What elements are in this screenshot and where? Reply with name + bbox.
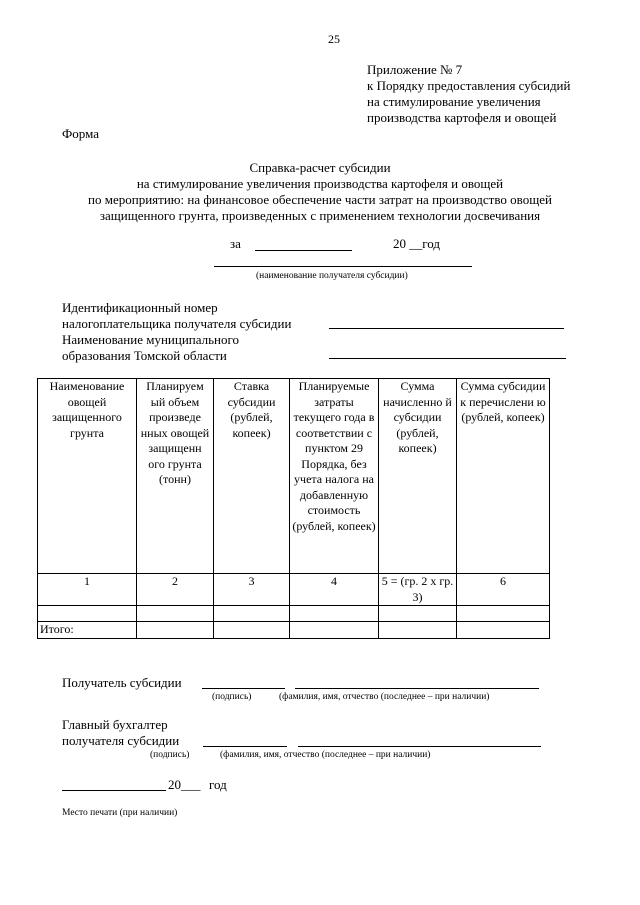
accountant-label-line: получателя субсидии: [62, 733, 180, 748]
date-year-prefix: 20___: [168, 777, 201, 792]
table-cell[interactable]: [137, 622, 214, 639]
subsidy-table: [37, 378, 550, 639]
appendix-line: Приложение № 7: [367, 62, 463, 77]
accountant-label-line: Главный бухгалтер: [62, 717, 168, 732]
inn-input-line[interactable]: [329, 328, 564, 329]
date-blank[interactable]: [62, 790, 166, 791]
inn-label-line: Идентификационный номер: [62, 300, 218, 315]
recipient-name-line[interactable]: [214, 266, 472, 267]
table-cell[interactable]: [457, 606, 550, 622]
municipality-input-line[interactable]: [329, 358, 566, 359]
table-header: Ставка субсидии (рублей, копеек): [214, 379, 290, 574]
title-line: Справка-расчет субсидии: [249, 160, 391, 175]
table-header: Сумма начисленно й субсидии (рублей, копеек): [379, 379, 457, 574]
title-line: на стимулирование увеличения производства картофеля и овощей: [136, 176, 504, 191]
column-number: 1: [38, 574, 137, 606]
accountant-label: [62, 717, 179, 749]
table-cell[interactable]: [137, 606, 214, 622]
column-number: 6: [457, 574, 550, 606]
recipient-name-line[interactable]: [295, 688, 539, 689]
municipality-label-line: Наименование муниципального: [62, 332, 240, 347]
document-title: [40, 160, 600, 224]
municipality-label-line: образования Томской области: [62, 348, 227, 363]
recipient-signature-label: Получатель субсидии: [62, 675, 182, 690]
title-line: защищенного грунта, произведенных с применением технологии досвечивания: [99, 208, 541, 223]
recipient-signature-line[interactable]: [202, 688, 285, 689]
table-cell[interactable]: [290, 606, 379, 622]
title-line: по мероприятию: на финансовое обеспечение части затрат на производство овощей: [88, 192, 552, 207]
appendix-line: к Порядку предоставления субсидий: [367, 78, 571, 93]
period-prefix: за: [230, 236, 241, 251]
name-caption: (фамилия, имя, отчество (последнее – при наличии): [220, 750, 431, 760]
inn-label-line: налогоплательщика получателя субсидии: [62, 316, 292, 331]
municipality-label: [62, 332, 239, 364]
appendix-block: [367, 62, 570, 126]
column-number: 3: [214, 574, 290, 606]
column-number: 2: [137, 574, 214, 606]
inn-label: [62, 300, 291, 332]
table-number-row: [38, 574, 550, 606]
name-caption: (фамилия, имя, отчество (последнее – при наличии): [279, 692, 490, 702]
appendix-line: на стимулирование увеличения: [367, 94, 541, 109]
total-label: Итого:: [38, 622, 137, 639]
accountant-signature-line[interactable]: [203, 746, 287, 747]
table-header: Сумма субсидии к перечислени ю (рублей, копеек): [457, 379, 550, 574]
recipient-caption: (наименование получателя субсидии): [256, 271, 408, 281]
seal-note: Место печати (при наличии): [62, 808, 178, 818]
table-cell[interactable]: [379, 622, 457, 639]
table-cell[interactable]: [214, 622, 290, 639]
column-number: 4: [290, 574, 379, 606]
table-cell[interactable]: [38, 606, 137, 622]
table-total-row: [38, 622, 550, 639]
period-blank[interactable]: [255, 250, 352, 251]
table-cell[interactable]: [290, 622, 379, 639]
form-label: Форма: [62, 126, 99, 141]
column-number: 5 = (гр. 2 х гр. 3): [379, 574, 457, 606]
table-row[interactable]: [38, 606, 550, 622]
accountant-name-line[interactable]: [298, 746, 541, 747]
date-year-word: год: [209, 777, 227, 792]
appendix-line: производства картофеля и овощей: [367, 110, 557, 125]
table-cell[interactable]: [457, 622, 550, 639]
page-number: 25: [328, 32, 340, 46]
table-cell[interactable]: [379, 606, 457, 622]
signature-caption: (подпись): [212, 692, 252, 702]
signature-caption: (подпись): [150, 750, 190, 760]
period-year: 20 __год: [393, 236, 440, 251]
table-header: Планируемые затраты текущего года в соответствии с пунктом 29 Порядка, без учета налога на добавленную стоимость (рублей, копеек): [290, 379, 379, 574]
table-header: Наименование овощей защищенного грунта: [38, 379, 137, 574]
table-header: Планируем ый объем произведе нных овощей защищенн ого грунта (тонн): [137, 379, 214, 574]
table-cell[interactable]: [214, 606, 290, 622]
table-header-row: [38, 379, 550, 574]
